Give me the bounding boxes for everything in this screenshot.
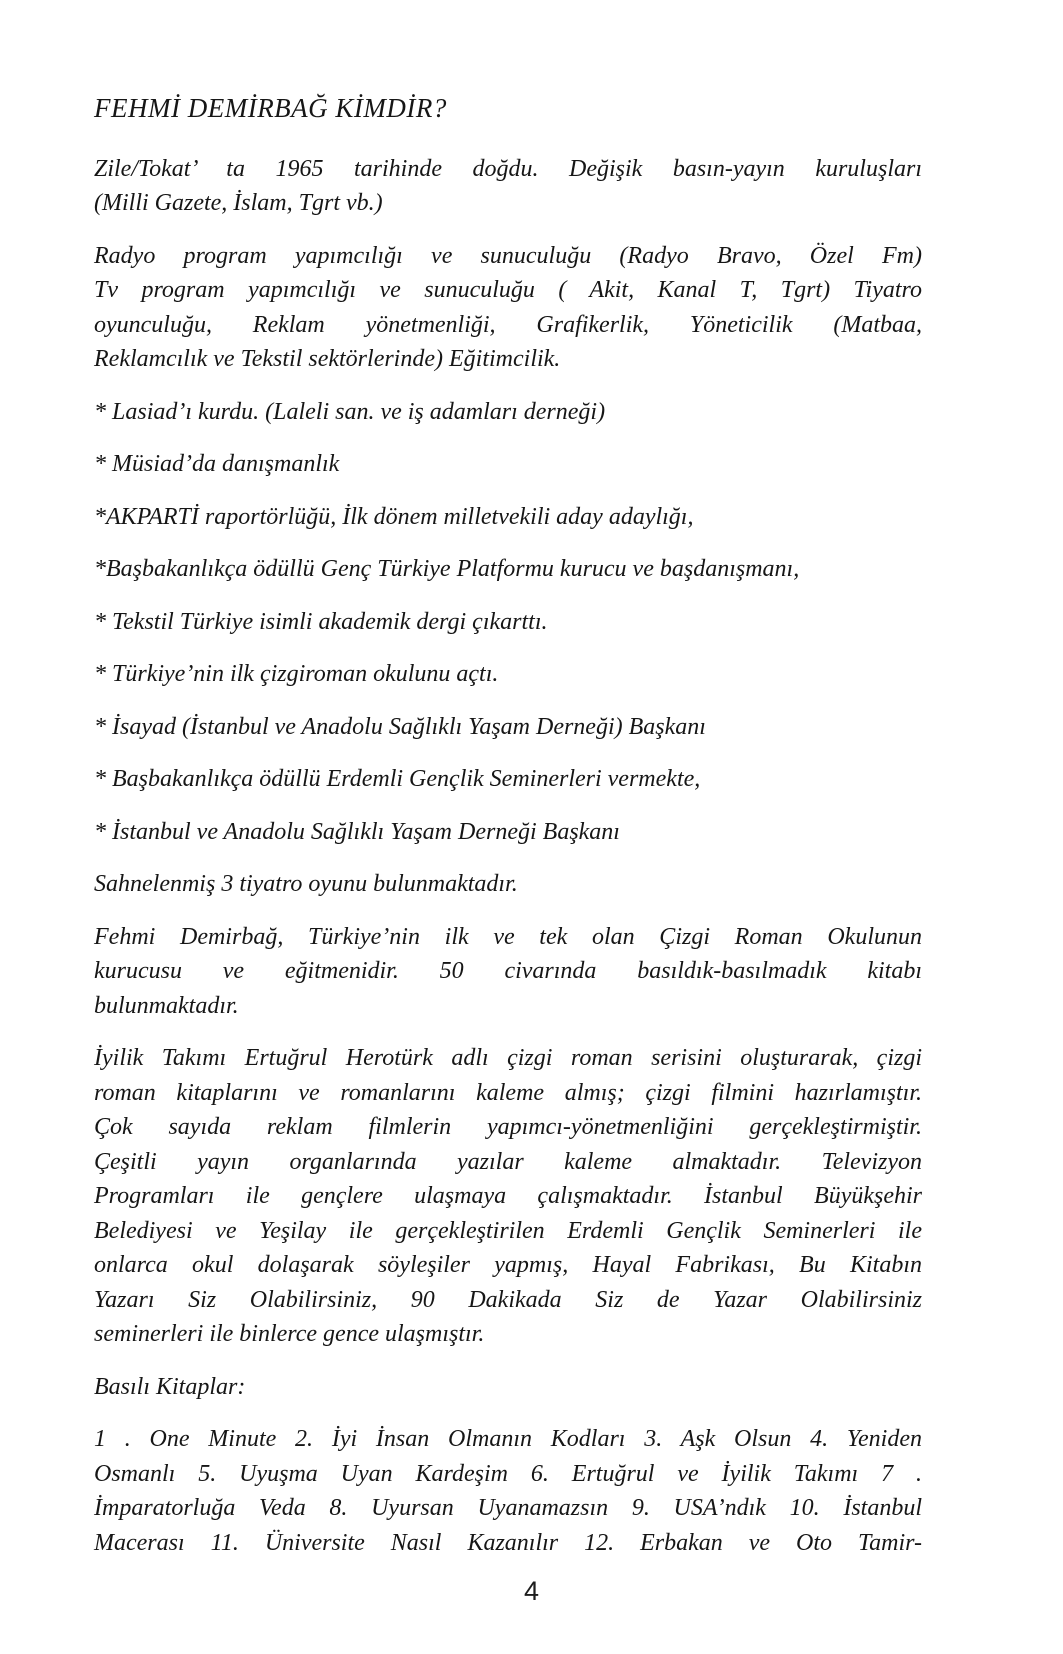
text-line: Çeşitli yayın organlarında yazılar kaleme almaktadır. Televizyon: [94, 1148, 922, 1175]
text-line: Basılı Kitaplar:: [94, 1373, 246, 1400]
text-line: roman kitaplarını ve romanlarını kaleme almış; çizgi filmini hazırlamıştır.: [94, 1079, 922, 1106]
text-line: Sahnelenmiş 3 tiyatro oyunu bulunmaktadır.: [94, 871, 518, 897]
text-line: 1 . One Minute 2. İyi İnsan Olmanın Kodları 3. Aşk Olsun 4. Yeniden: [94, 1426, 922, 1452]
paragraph-iyilik-takimi: [94, 1041, 922, 1352]
text-line: * Başbakanlıkça ödüllü Erdemli Gençlik Seminerleri vermekte,: [94, 766, 701, 792]
paragraph-item-erdemli-genclik: [94, 762, 922, 797]
paragraph-item-akparti: [94, 500, 922, 535]
paragraph-item-genc-turkiye-platformu: [94, 552, 922, 587]
paragraph-item-musiad: [94, 447, 922, 482]
text-line: bulunmaktadır.: [94, 992, 239, 1019]
text-line: Fehmi Demirbağ, Türkiye’nin ilk ve tek olan Çizgi Roman Okulunun: [94, 923, 922, 950]
paragraph-intro-birth: [94, 152, 922, 221]
text-line: *Başbakanlıkça ödüllü Genç Türkiye Platformu kurucu ve başdanışmanı,: [94, 556, 800, 582]
text-line: Belediyesi ve Yeşilay ile gerçekleştirilen Erdemli Gençlik Seminerleri ile: [94, 1217, 922, 1244]
text-line: * Müsiad’da danışmanlık: [94, 451, 340, 477]
text-line: (Milli Gazete, İslam, Tgrt vb.): [94, 190, 383, 216]
paragraphs-container: [94, 152, 922, 1561]
text-line: Zile/Tokat’ ta 1965 tarihinde doğdu. Değişik basın-yayın kuruluşları: [94, 155, 922, 182]
page-title: FEHMİ DEMİRBAĞ KİMDİR?: [94, 93, 447, 123]
text-line: kurucusu ve eğitmenidir. 50 civarında basıldık-basılmadık kitabı: [94, 958, 922, 984]
text-line: * Lasiad’ı kurdu. (Laleli san. ve iş adamları derneği): [94, 398, 606, 425]
text-line: Çok sayıda reklam filmlerin yapımcı-yönetmenliğini gerçekleştirmiştir.: [94, 1114, 922, 1140]
text-line: İmparatorluğa Veda 8. Uyursan Uyanamazsın 9. USA’ndık 10. İstanbul: [94, 1495, 922, 1521]
paragraph-tiyatro-oyunlari: [94, 867, 922, 902]
text-line: Yazarı Siz Olabilirsiniz, 90 Dakikada Siz de Yazar Olabilirsiniz: [94, 1286, 922, 1313]
paragraph-item-cizgiroman-okulu: [94, 657, 922, 692]
text-line: Reklamcılık ve Tekstil sektörlerinde) Eğitimcilik.: [94, 346, 561, 372]
page-number: 4: [523, 1576, 540, 1606]
text-line: * İsayad (İstanbul ve Anadolu Sağlıklı Yaşam Derneği) Başkanı: [94, 713, 706, 740]
text-line: seminerleri ile binlerce gence ulaşmıştır.: [94, 1321, 485, 1347]
paragraph-career-summary: [94, 239, 922, 377]
paragraph-item-lasiad: [94, 395, 922, 430]
text-line: Osmanlı 5. Uyuşma Uyan Kardeşim 6. Ertuğrul ve İyilik Takımı 7 .: [94, 1460, 922, 1487]
text-line: İyilik Takımı Ertuğrul Herotürk adlı çizgi roman serisini oluşturarak, çizgi: [94, 1045, 922, 1071]
paragraph-item-tekstil-turkiye: [94, 605, 922, 640]
text-line: * Türkiye’nin ilk çizgiroman okulunu açtı.: [94, 661, 499, 687]
paragraph-basili-kitaplar-basligi: [94, 1370, 922, 1405]
text-line: * Tekstil Türkiye isimli akademik dergi çıkarttı.: [94, 608, 548, 635]
text-line: Radyo program yapımcılığı ve sunuculuğu (Radyo Bravo, Özel Fm): [94, 242, 922, 269]
paragraph-kitap-listesi: [94, 1422, 922, 1560]
text-line: Programları ile gençlere ulaşmaya çalışmaktadır. İstanbul Büyükşehir: [94, 1183, 922, 1209]
text-line: onlarca okul dolaşarak söyleşiler yapmış, Hayal Fabrikası, Bu Kitabın: [94, 1252, 922, 1278]
paragraph-cizgi-roman-okulu-kurucusu: [94, 920, 922, 1024]
text-line: Tv program yapımcılığı ve sunuculuğu ( Akit, Kanal T, Tgrt) Tiyatro: [94, 277, 922, 303]
text-line: *AKPARTİ raportörlüğü, İlk dönem milletvekili aday adaylığı,: [94, 503, 694, 530]
text-line: oyunculuğu, Reklam yönetmenliği, Grafikerlik, Yöneticilik (Matbaa,: [94, 311, 922, 338]
paragraph-item-isayad: [94, 710, 922, 745]
text-line: * İstanbul ve Anadolu Sağlıklı Yaşam Derneği Başkanı: [94, 818, 620, 845]
paragraph-item-istanbul-anadolu: [94, 815, 922, 850]
text-line: Macerası 11. Üniversite Nasıl Kazanılır 12. Erbakan ve Oto Tamir-: [94, 1529, 922, 1556]
